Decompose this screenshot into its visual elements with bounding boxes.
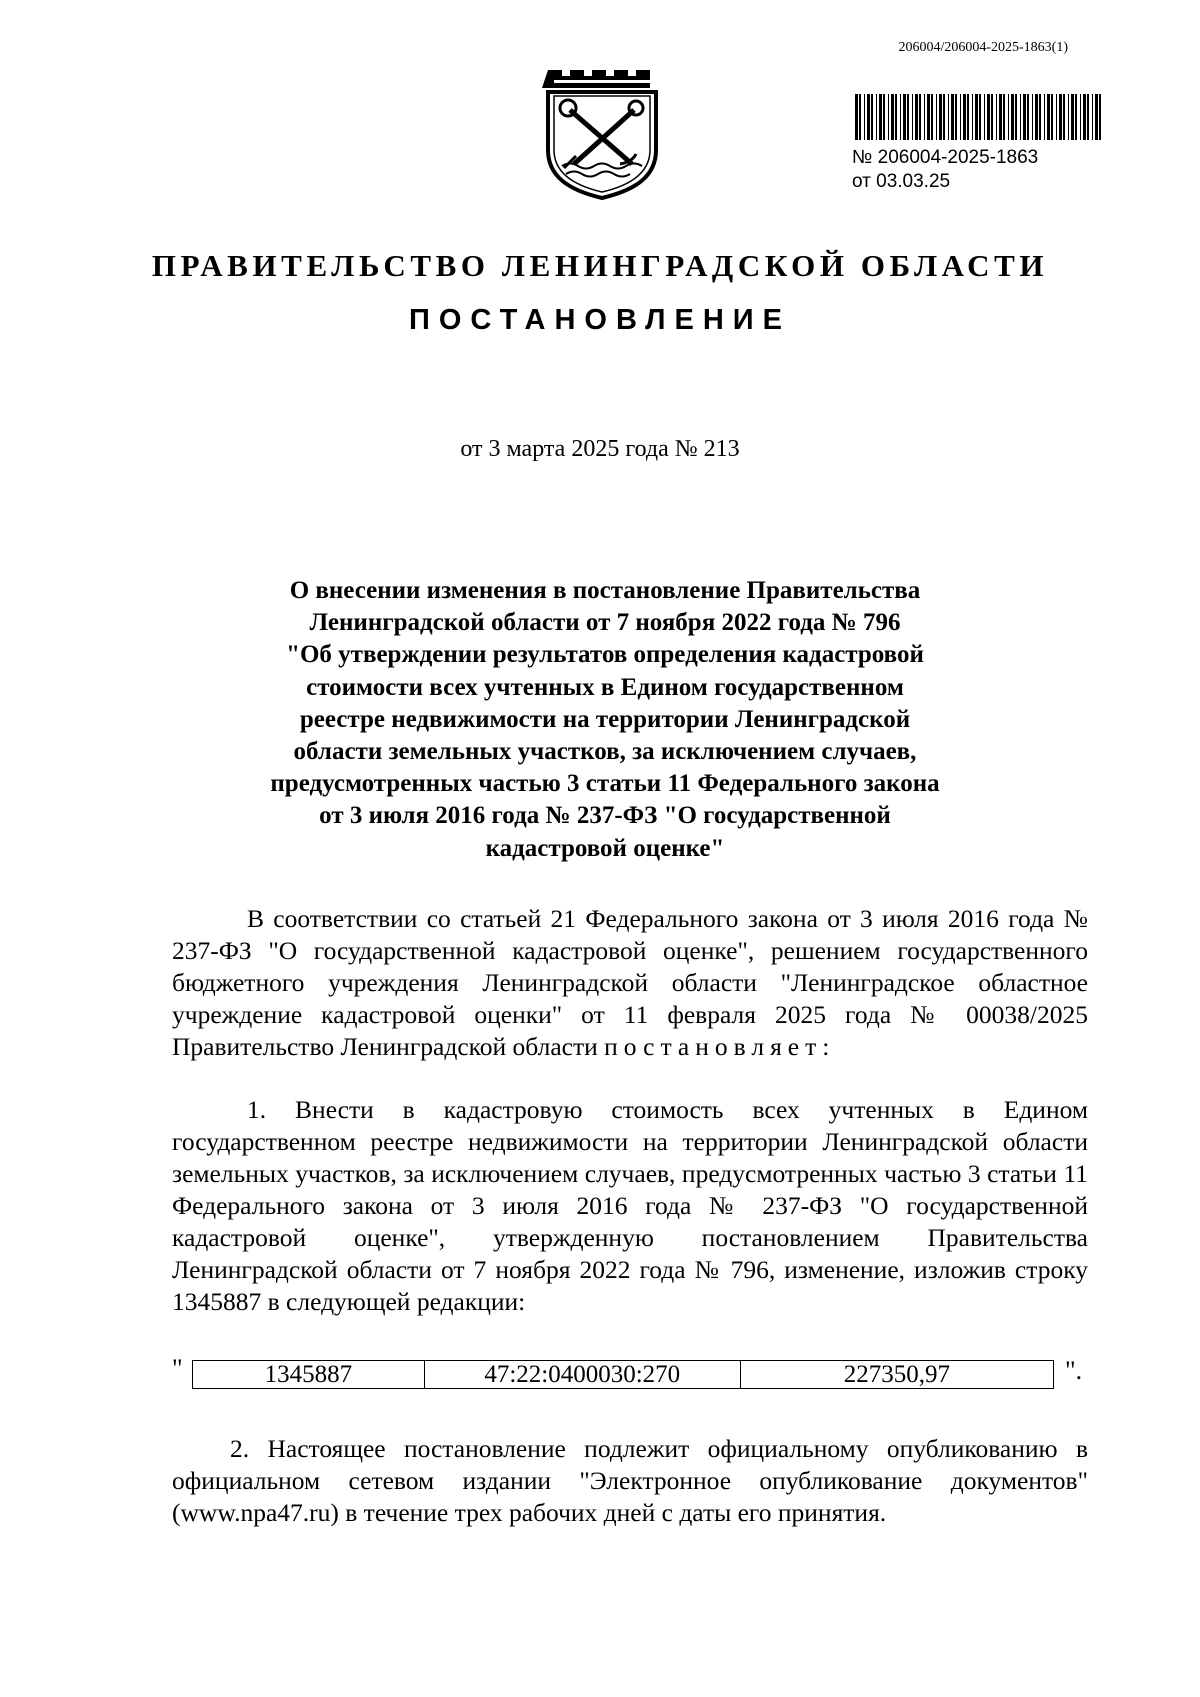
document-date-number: от 3 марта 2025 года № 213 <box>460 436 740 462</box>
cadastral-number-cell: 47:22:0400030:270 <box>424 1361 740 1389</box>
coat-of-arms-icon <box>540 66 664 200</box>
cadastral-table <box>192 1360 1054 1389</box>
row-number-cell: 1345887 <box>193 1361 425 1389</box>
organization-title: ПРАВИТЕЛЬСТВО ЛЕНИНГРАДСКОЙ ОБЛАСТИ <box>151 248 1049 283</box>
item-1-paragraph: 1. Внести в кадастровую стоимость всех учтенных в Едином государственном реестре недвижимости на территории Ленинградской области земельных участков, за исключением случаев, предусмотренных частью 3 статьи 11 Федерального закона от 3 июля 2016 года № 237-ФЗ "О государственной кадастровой оценке", утвержденную постановлением Правительства Ленинградской области от 7 ноября 2022 года № 796, изменение, изложив строку 1345887 в следующей редакции: <box>172 1095 1088 1316</box>
registration-number: № 206004-2025-1863 <box>852 147 1039 168</box>
document-corner-id: 206004/206004-2025-1863(1) <box>898 40 1068 55</box>
decree-word: постановляет: <box>604 1032 836 1061</box>
close-quote: ". <box>1065 1356 1083 1385</box>
open-quote: " <box>172 1354 183 1383</box>
document-subject: О внесении изменения в постановление Правительства Ленинградской области от 7 ноября 2022 года № 796 "Об утверждении результатов определения кадастровой стоимости всех учтенных в Едином государственном реестре недвижимости на территории Ленинградской области земельных участков, за исключением случаев, предусмотренных частью 3 статьи 11 Федерального закона от 3 июля 2016 года № 237-ФЗ "О государственной кадастровой оценке" <box>270 577 940 862</box>
preamble-paragraph <box>172 903 1088 1063</box>
amended-table-row <box>172 1354 1088 1394</box>
registration-date: от 03.03.25 <box>852 171 951 192</box>
table-row <box>193 1361 1054 1389</box>
document-type: ПОСТАНОВЛЕНИЕ <box>409 304 791 336</box>
preamble-text: В соответствии со статьей 21 Федерального закона от 3 июля 2016 года № 237-ФЗ "О государственной кадастровой оценке", решением государственного бюджетного учреждения Ленинградской области "Ленинградское областное учреждение кадастровой оценки" от 11 февраля 2025 года № 00038/2025 Правительство Ленинградской области <box>172 904 1088 1061</box>
cadastral-value-cell: 227350,97 <box>740 1361 1053 1389</box>
barcode-icon <box>855 94 1105 140</box>
item-2-paragraph: 2. Настоящее постановление подлежит официальному опубликованию в официальном сетевом издании "Электронное опубликование документов" (www.npa47.ru) в течение трех рабочих дней с даты его принятия. <box>172 1434 1088 1527</box>
registration-stamp <box>852 146 1038 194</box>
